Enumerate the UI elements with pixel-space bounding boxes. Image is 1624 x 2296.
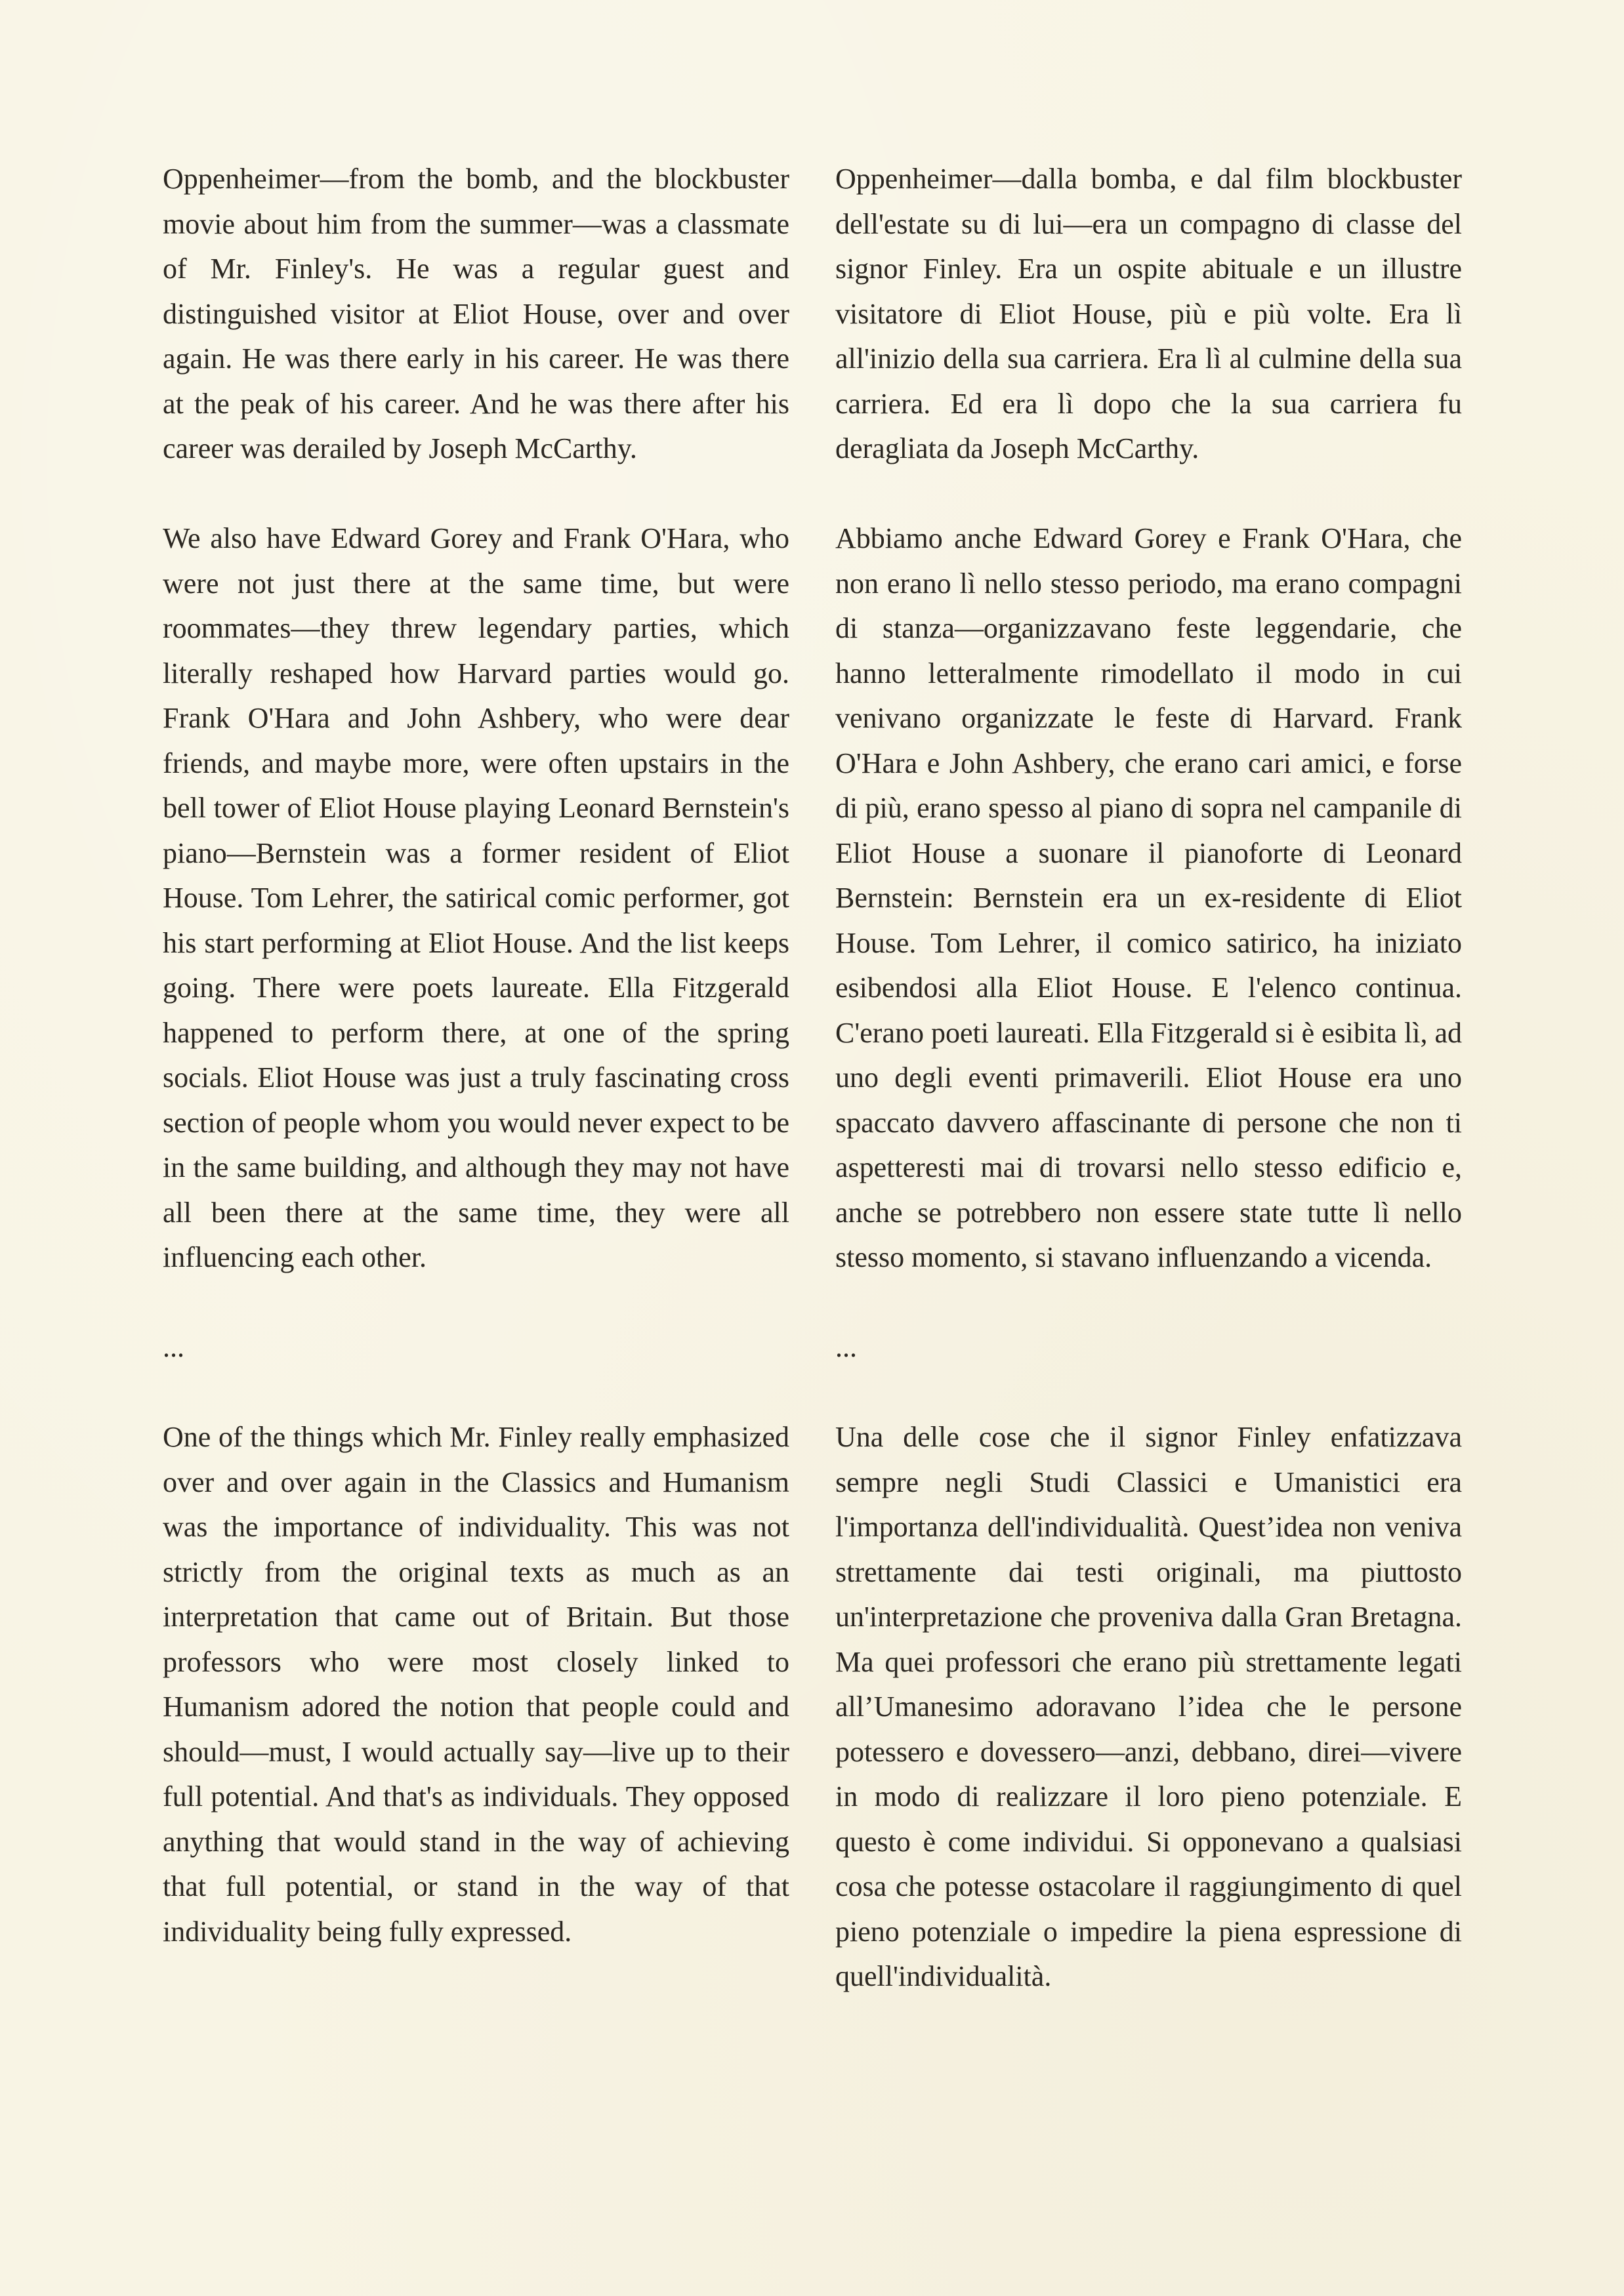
english-paragraph-eliot-house-residents: We also have Edward Gorey and Frank O'Hara, who were not just there at the same time, but were roommates—they threw legendary parties, which literally reshaped how Harvard parties would go. Frank O'Hara and John Ashbery, who were dear friends, and maybe more, were often upstairs in the bell tower of Eliot House playing Leonard Bernstein's piano—Bernstein was a former resident of Eliot House. Tom Lehrer, the satirical comic performer, got his start performing at Eliot House. And the list keeps going. There were poets laureate. Ella Fitzgerald happened to perform there, at one of the spring socials. Eliot House was just a truly fascinating cross section of people whom you would never expect to be in the same building, and although they may not have all been there at the same time, they were all influencing each other. bbox=[163, 522, 789, 1273]
english-column bbox=[163, 157, 789, 1954]
paragraph-spacer bbox=[163, 1370, 789, 1416]
english-paragraph-oppenheimer: Oppenheimer—from the bomb, and the blockbuster movie about him from the summer—was a classmate of Mr. Finley's. He was a regular guest and distinguished visitor at Eliot House, over and over again. He was there early in his career. He was there at the peak of his career. And he was there after his career was derailed by Joseph McCarthy. bbox=[163, 163, 789, 464]
italian-ellipsis-break: ... bbox=[835, 1331, 857, 1363]
paragraph-spacer bbox=[163, 472, 789, 517]
italian-paragraph-individuality: Una delle cose che il signor Finley enfatizzava sempre negli Studi Classici e Umanistici era l'importanza dell'individualità. Quest’idea non veniva strettamente dai testi originali, ma piuttosto un'interpretazione che proveniva dalla Gran Bretagna. Ma quei professori che erano più strettamente legati all’Umanesimo adoravano l’idea che le persone potessero e dovessero—anzi, debbano, direi—vivere in modo di realizzare il loro pieno potenziale. E questo è come individui. Si opponevano a qualsiasi cosa che potesse ostacolare il raggiungimento di quel pieno potenziale o impedire la piena espressione di quell'individualità. bbox=[835, 1421, 1462, 1992]
paragraph-spacer bbox=[835, 472, 1462, 517]
paragraph-spacer bbox=[835, 1370, 1462, 1416]
italian-paragraph-eliot-house-residents: Abbiamo anche Edward Gorey e Frank O'Hara, che non erano lì nello stesso periodo, ma erano compagni di stanza—organizzavano feste leggendarie, che hanno letteralmente rimodellato il modo in cui venivano organizzate le feste di Harvard. Frank O'Hara e John Ashbery, che erano cari amici, e forse di più, erano spesso al piano di sopra nel campanile di Eliot House a suonare il pianoforte di Leonard Bernstein: Bernstein era un ex-residente di Eliot House. Tom Lehrer, il comico satirico, ha iniziato esibendosi alla Eliot House. E l'elenco continua. C'erano poeti laureati. Ella Fitzgerald si è esibita lì, ad uno degli eventi primaverili. Eliot House era uno spaccato davvero affascinante di persone che non ti aspetteresti mai di trovarsi nello stesso edificio e, anche se potrebbero non essere state tutte lì nello stesso momento, si stavano influenzando a vicenda. bbox=[835, 522, 1462, 1273]
italian-paragraph-oppenheimer: Oppenheimer—dalla bomba, e dal film blockbuster dell'estate su di lui—era un compagno di classe del signor Finley. Era un ospite abituale e un illustre visitatore di Eliot House, più e più volte. Era lì all'inizio della sua carriera. Era lì al culmine della sua carriera. Ed era lì dopo che la sua carriera fu deragliata da Joseph McCarthy. bbox=[835, 163, 1462, 464]
english-paragraph-individuality: One of the things which Mr. Finley really emphasized over and over again in the Classics and Humanism was the importance of individuality. This was not strictly from the original texts as much as an interpretation that came out of Britain. But those professors who were most closely linked to Humanism adored the notion that people could and should—must, I would actually say—live up to their full potential. And that's as individuals. They opposed anything that would stand in the way of achieving that full potential, or stand in the way of that individuality being fully expressed. bbox=[163, 1421, 789, 1948]
paragraph-spacer bbox=[163, 1281, 789, 1326]
paragraph-spacer bbox=[835, 1281, 1462, 1326]
italian-column bbox=[835, 157, 1462, 1999]
english-ellipsis-break: ... bbox=[163, 1331, 184, 1363]
